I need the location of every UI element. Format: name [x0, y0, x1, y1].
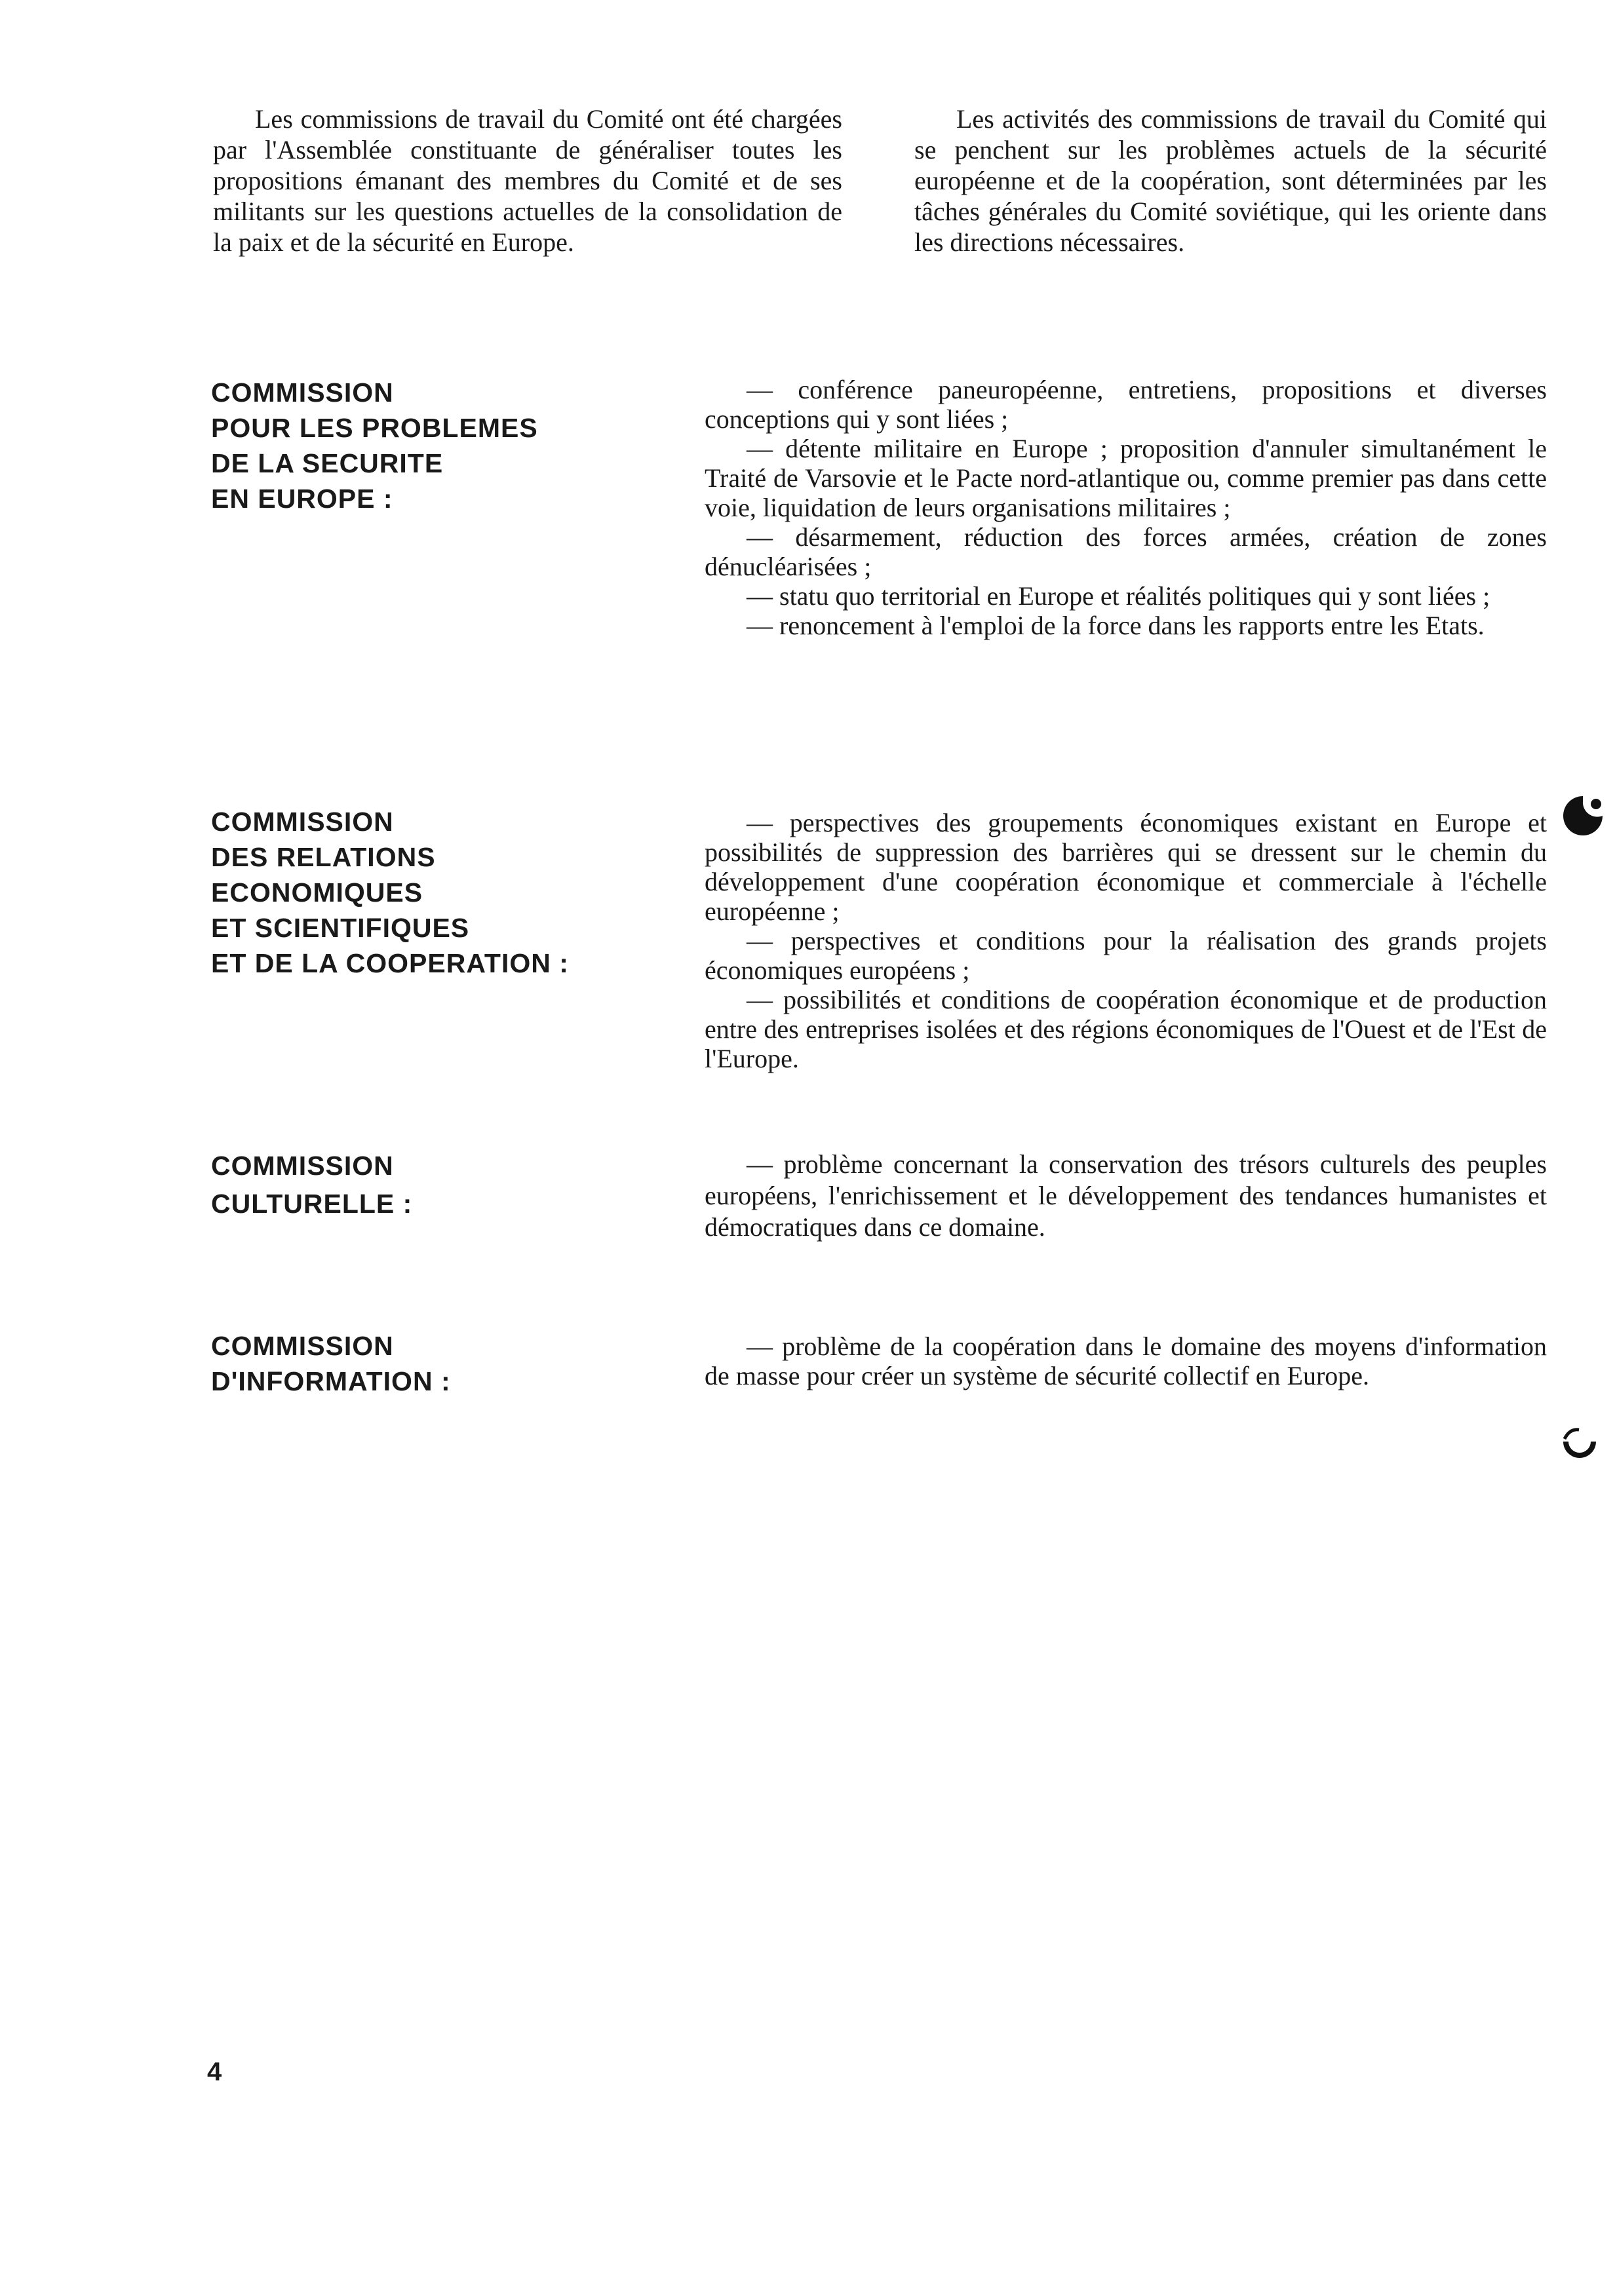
heading-line: POUR LES PROBLEMES [211, 413, 538, 443]
commission-culturelle-heading [211, 1147, 670, 1223]
list-item: — détente militaire en Europe ; proposition d'annuler simultanément le Traité de Varsovie et le Pacte nord-atlantique ou, comme premier pas dans cette voie, liquidation de leurs organisations militaires ; [705, 434, 1547, 522]
commission-economique-items [705, 808, 1547, 1073]
heading-line: COMMISSION [211, 377, 394, 408]
list-item: — statu quo territorial en Europe et réalités politiques qui y sont liées ; [747, 581, 1490, 611]
heading-line: COMMISSION [211, 1151, 394, 1181]
intro-left-column [213, 104, 842, 258]
intro-right-paragraph: Les activités des commissions de travail du Comité qui se penchent sur les problèmes actuels de la sécurité européenne et de la coopération, sont déterminées par les tâches générales du Comité soviétique, qui les oriente dans les directions nécessaires. [914, 104, 1547, 257]
heading-line: ECONOMIQUES [211, 877, 423, 908]
list-item: — perspectives des groupements économiques existant en Europe et possibilités de suppression des barrières qui se dressent sur le chemin du développement d'une coopération économique et commerciale à l'échelle européenne ; [705, 808, 1547, 926]
heading-line: ET DE LA COOPERATION : [211, 948, 569, 978]
commission-securite-heading [211, 375, 670, 516]
list-item: — renoncement à l'emploi de la force dans les rapports entre les Etats. [747, 611, 1485, 640]
list-item: — problème de la coopération dans le domaine des moyens d'information de masse pour créer un système de sécurité collectif en Europe. [705, 1331, 1547, 1390]
heading-line: ET SCIENTIFIQUES [211, 913, 470, 943]
punch-hole-mark-icon [1557, 1422, 1603, 1468]
heading-line: COMMISSION [211, 807, 394, 837]
heading-line: DES RELATIONS [211, 842, 436, 872]
intro-right-column [914, 104, 1547, 258]
list-item: — possibilités et conditions de coopération économique et de production entre des entreprises isolées et des régions économiques de l'Ouest et de l'Est de l'Europe. [705, 985, 1547, 1073]
intro-left-paragraph: Les commissions de travail du Comité ont été chargées par l'Assemblée constituante de généraliser toutes les propositions émanant des membres du Comité et de ses militants sur les questions actuelles de la consolidation de la paix et de la sécurité en Europe. [213, 104, 842, 257]
punch-hole-mark-icon [1557, 790, 1609, 842]
list-item: — perspectives et conditions pour la réalisation des grands projets économiques européens ; [705, 926, 1547, 985]
list-item: — problème concernant la conservation des trésors culturels des peuples européens, l'enrichissement et le développement des tendances humanistes et démocratiques dans ce domaine. [705, 1149, 1547, 1242]
heading-line: D'INFORMATION : [211, 1366, 451, 1396]
heading-line: DE LA SECURITE [211, 448, 444, 478]
list-item: — conférence paneuropéenne, entretiens, propositions et diverses conceptions qui y sont liées ; [705, 375, 1547, 434]
page-number: 4 [207, 2057, 222, 2086]
heading-line: COMMISSION [211, 1331, 394, 1361]
commission-securite-items [705, 375, 1547, 640]
heading-line: CULTURELLE : [211, 1189, 413, 1219]
heading-line: EN EUROPE : [211, 484, 393, 514]
commission-information-items [705, 1331, 1547, 1390]
commission-information-heading [211, 1328, 670, 1399]
commission-culturelle-items [705, 1149, 1547, 1243]
list-item: — désarmement, réduction des forces armées, création de zones dénucléarisées ; [705, 522, 1547, 581]
commission-economique-heading [211, 804, 670, 981]
